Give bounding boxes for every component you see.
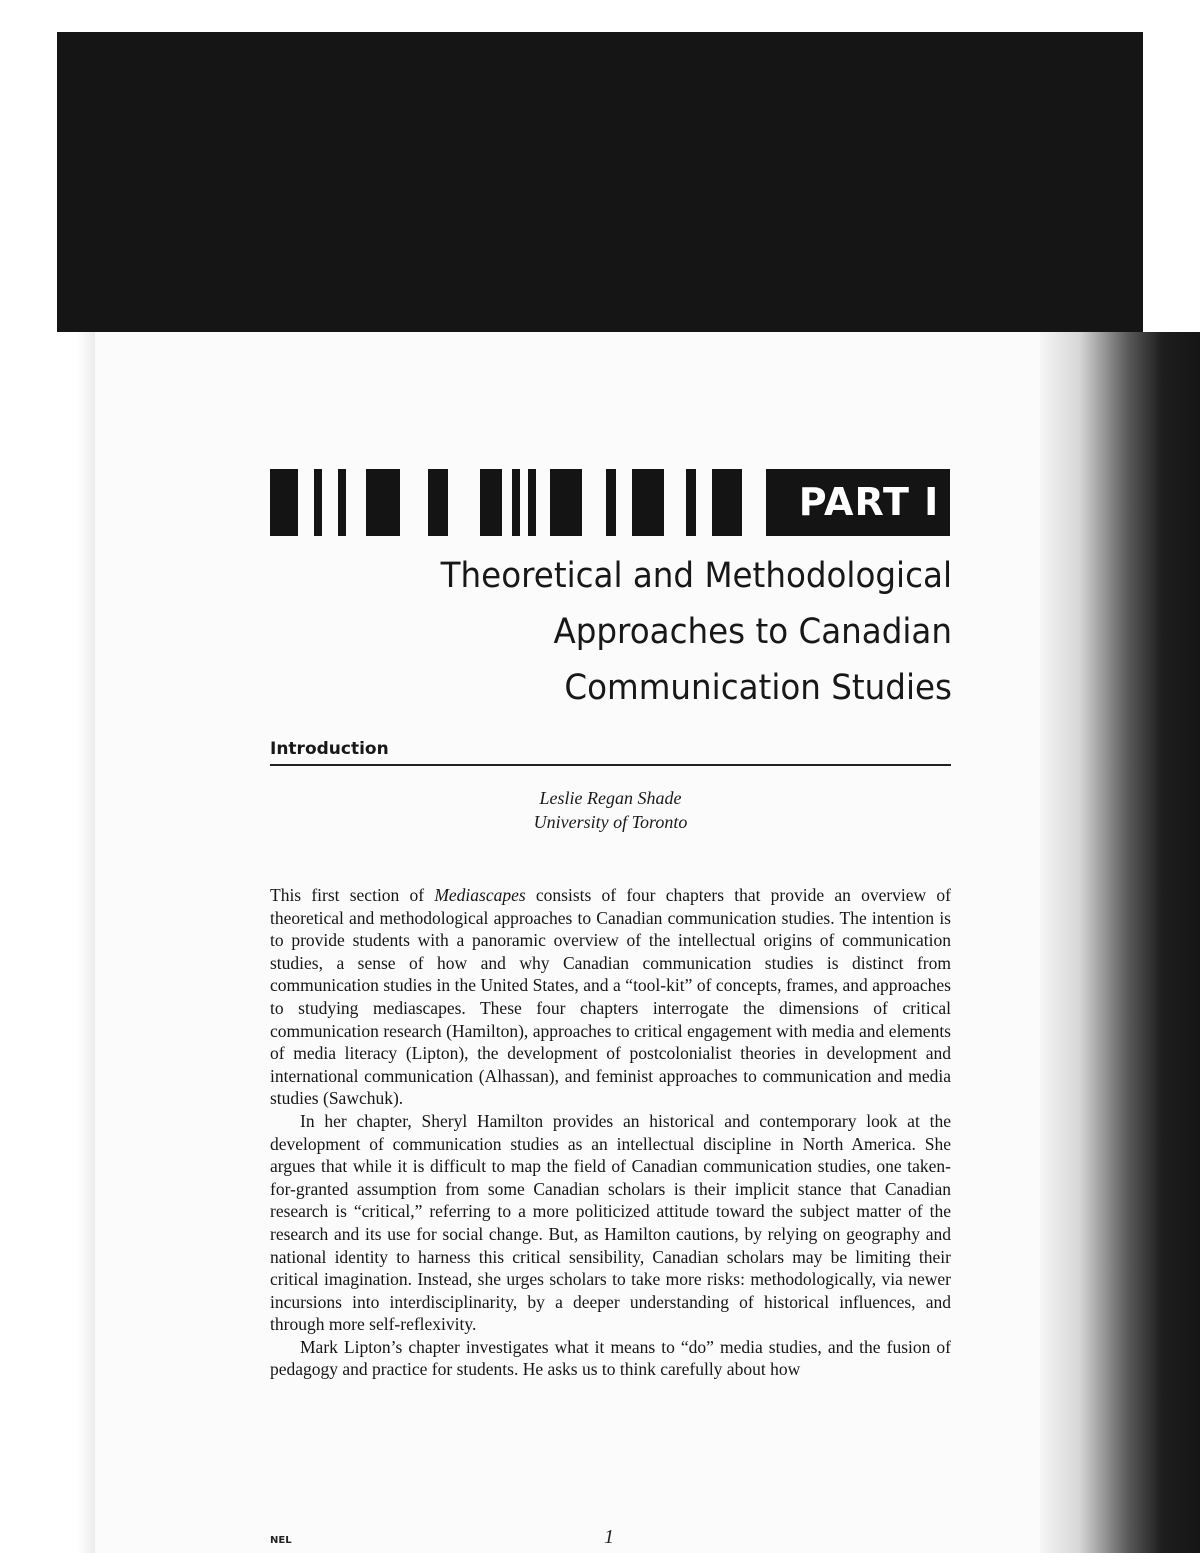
part-title-line: Theoretical and Methodological xyxy=(440,556,952,596)
author-block xyxy=(270,786,951,834)
decorative-bars xyxy=(270,469,790,536)
decorative-bar xyxy=(528,469,536,536)
paragraph-rest: consists of four chapters that provide an overview of theoretical and methodological approaches to Canadian communication studies. The intention is to provide students with a panoramic overview of the intellectual origins of communication studies, a sense of how and why Canadian communication studies is distinct from communication studies in the United States, and a “tool-kit” of concepts, frames, and approaches to studying mediascapes. These four chapters interrogate the dimensions of critical communication research (Hamilton), approaches to critical engagement with media and elements of media literacy (Lipton), the development of postcolonialist theories in development and international communication (Alhassan), and feminist approaches to communication and media studies (Sawchuk). xyxy=(270,885,951,1109)
decorative-bar xyxy=(366,469,400,536)
decorative-bar xyxy=(606,469,616,536)
part-title xyxy=(346,548,952,716)
decorative-bar xyxy=(512,469,520,536)
decorative-bar xyxy=(428,469,448,536)
author-affiliation: University of Toronto xyxy=(533,812,688,832)
decorative-bar xyxy=(686,469,696,536)
scanner-shadow-top xyxy=(57,32,1143,332)
paragraph: Mark Lipton’s chapter investigates what it means to “do” media studies, and the fusion of pedagogy and practice for students. He asks us to think carefully about how xyxy=(270,1336,951,1380)
author-name: Leslie Regan Shade xyxy=(539,788,682,808)
scanner-shadow-left xyxy=(0,332,110,1553)
page-number: 1 xyxy=(604,1526,614,1548)
scanner-shadow-right xyxy=(1028,332,1200,1553)
decorative-bar xyxy=(338,469,346,536)
bleed-through-header xyxy=(430,415,955,435)
body-text xyxy=(270,884,951,1381)
decorative-bar xyxy=(632,469,664,536)
part-title-line: Communication Studies xyxy=(564,668,952,708)
paragraph: In her chapter, Sheryl Hamilton provides an historical and contemporary look at the development of communication studies as an intellectual discipline in North America. She argues that while it is difficult to map the field of Canadian communication studies, one taken-for-granted assumption from some Canadian scholars is their implicit stance that Canadian research is “critical,” referring to a more politicized attitude toward the subject matter of the research and its use for social change. But, as Hamilton cautions, by relying on geography and national identity to harness this critical sensibility, Canadian scholars may be limiting their critical imagination. Instead, she urges scholars to take more risks: methodologically, via newer incursions into interdisciplinarity, by a deeper understanding of historical influences, and through more self-reflexivity. xyxy=(270,1110,951,1335)
decorative-bar xyxy=(314,469,322,536)
section-heading: Introduction xyxy=(270,739,389,759)
decorative-bar xyxy=(480,469,502,536)
decorative-bar xyxy=(766,469,790,536)
decorative-bar xyxy=(270,469,298,536)
decorative-bar xyxy=(712,469,742,536)
paragraph-lead: This first section of xyxy=(270,885,435,905)
paragraph xyxy=(270,884,951,1110)
decorative-bar xyxy=(550,469,582,536)
part-title-line: Approaches to Canadian xyxy=(553,612,952,652)
publisher-mark: NEL xyxy=(270,1535,292,1546)
book-title: Mediascapes xyxy=(434,885,526,905)
part-label: PART I xyxy=(788,469,950,536)
heading-rule xyxy=(270,764,951,766)
